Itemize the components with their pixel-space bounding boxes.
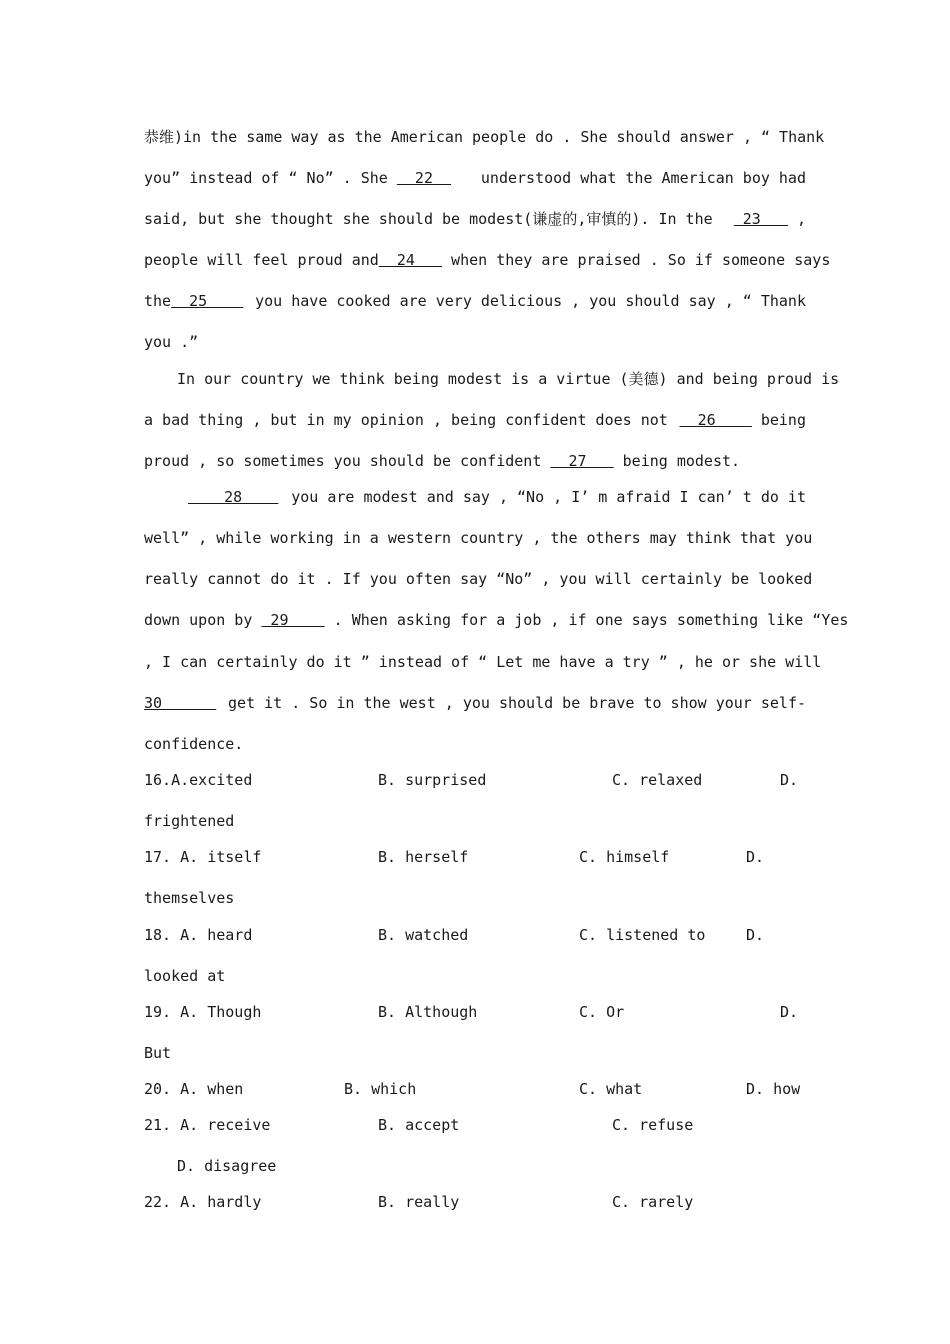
blank-30[interactable]: 30 xyxy=(144,694,217,712)
option-b[interactable]: B. watched xyxy=(378,926,469,944)
text-segment: , xyxy=(787,210,806,228)
text-segment: , I can certainly do it ” instead of “ Let me have a try ” , he or she will xyxy=(144,653,822,671)
passage-line xyxy=(144,208,806,230)
text-segment: said, but she thought she should be modest(谦虚的,审慎的). In the xyxy=(144,210,722,228)
text-segment: well” , while working in a western country , the others may think that you xyxy=(144,529,813,547)
text-segment: down upon by xyxy=(144,611,262,629)
blank-29[interactable]: 29 xyxy=(261,611,325,629)
option-d-text[interactable]: frightened xyxy=(144,812,235,830)
passage-line xyxy=(144,651,822,673)
passage-line xyxy=(144,450,806,472)
option-c[interactable]: C. Or xyxy=(579,1003,625,1021)
blank-24[interactable]: 24 xyxy=(378,251,443,269)
text-segment: confidence. xyxy=(144,735,244,753)
option-d[interactable]: D. xyxy=(780,1003,799,1021)
passage-line xyxy=(144,568,813,590)
passage-line xyxy=(144,126,825,148)
option-b[interactable]: B. surprised xyxy=(378,771,487,789)
option-a[interactable]: 17. A. itself xyxy=(144,848,262,866)
option-a[interactable]: 22. A. hardly xyxy=(144,1193,262,1211)
option-c[interactable]: C. what xyxy=(579,1080,643,1098)
option-d[interactable]: D. how xyxy=(746,1080,801,1098)
passage-line xyxy=(144,692,806,714)
text-segment: . When asking for a job , if one says something like “Yes xyxy=(324,611,849,629)
option-a[interactable]: 19. A. Though xyxy=(144,1003,262,1021)
option-c[interactable]: C. himself xyxy=(579,848,670,866)
passage-line xyxy=(144,609,849,631)
option-c[interactable]: C. listened to xyxy=(579,926,706,944)
text-segment: get it . So in the west , you should be brave to show your self- xyxy=(219,694,806,712)
option-d[interactable]: D. xyxy=(780,771,799,789)
passage-line xyxy=(144,331,806,353)
blank-28[interactable]: 28 xyxy=(188,488,279,506)
text-segment: you have cooked are very delicious , you should say , “ Thank xyxy=(246,292,806,310)
blank-26[interactable]: 26 xyxy=(679,411,752,429)
option-b[interactable]: B. really xyxy=(378,1193,460,1211)
text-segment: a bad thing , but in my opinion , being confident does not xyxy=(144,411,677,429)
option-c[interactable]: C. relaxed xyxy=(612,771,703,789)
passage-line xyxy=(144,409,806,431)
option-b[interactable]: B. which xyxy=(344,1080,417,1098)
passage-line xyxy=(144,733,806,755)
text-segment: you .” xyxy=(144,333,199,351)
option-b[interactable]: B. herself xyxy=(378,848,469,866)
passage-line xyxy=(188,486,806,508)
option-d[interactable]: D. disagree xyxy=(177,1157,277,1175)
text-segment: being modest. xyxy=(613,452,741,470)
option-a[interactable]: 18. A. heard xyxy=(144,926,253,944)
text-segment: you” instead of “ No” . She xyxy=(144,169,397,187)
option-a[interactable]: 21. A. receive xyxy=(144,1116,271,1134)
option-d[interactable]: D. xyxy=(746,848,765,866)
option-c[interactable]: C. rarely xyxy=(612,1193,694,1211)
blank-22[interactable]: 22 xyxy=(396,169,452,187)
option-d[interactable]: D. xyxy=(746,926,765,944)
option-d-text[interactable]: themselves xyxy=(144,889,235,907)
option-c[interactable]: C. refuse xyxy=(612,1116,694,1134)
option-b[interactable]: B. Although xyxy=(378,1003,478,1021)
passage-line xyxy=(144,167,806,189)
text-segment: being xyxy=(751,411,806,429)
passage-line xyxy=(144,527,813,549)
option-d-text[interactable]: looked at xyxy=(144,967,226,985)
text-segment: understood what the American boy had xyxy=(480,169,806,187)
option-a[interactable]: 20. A. when xyxy=(144,1080,244,1098)
text-segment: 恭维)in the same way as the American people do . She should answer , “ Thank xyxy=(144,128,825,146)
blank-27[interactable]: 27 xyxy=(550,452,614,470)
option-a[interactable]: 16.A.excited xyxy=(144,771,253,789)
text-segment: people will feel proud and xyxy=(144,251,379,269)
text-segment: when they are praised . So if someone says xyxy=(442,251,831,269)
text-segment: really cannot do it . If you often say “No” , you will certainly be looked xyxy=(144,570,813,588)
passage-line xyxy=(144,249,831,271)
text-segment: In our country we think being modest is a virtue (美德) and being proud is xyxy=(177,370,840,388)
option-b[interactable]: B. accept xyxy=(378,1116,460,1134)
passage-line xyxy=(177,368,840,390)
passage-line xyxy=(144,290,806,312)
text-segment: proud , so sometimes you should be confident xyxy=(144,452,551,470)
text-segment: you are modest and say , “No , I’ m afraid I can’ t do it xyxy=(282,488,806,506)
option-d-text[interactable]: But xyxy=(144,1044,172,1062)
text-segment: the xyxy=(144,292,172,310)
blank-25[interactable]: 25 xyxy=(171,292,244,310)
blank-23[interactable]: 23 xyxy=(733,210,788,228)
